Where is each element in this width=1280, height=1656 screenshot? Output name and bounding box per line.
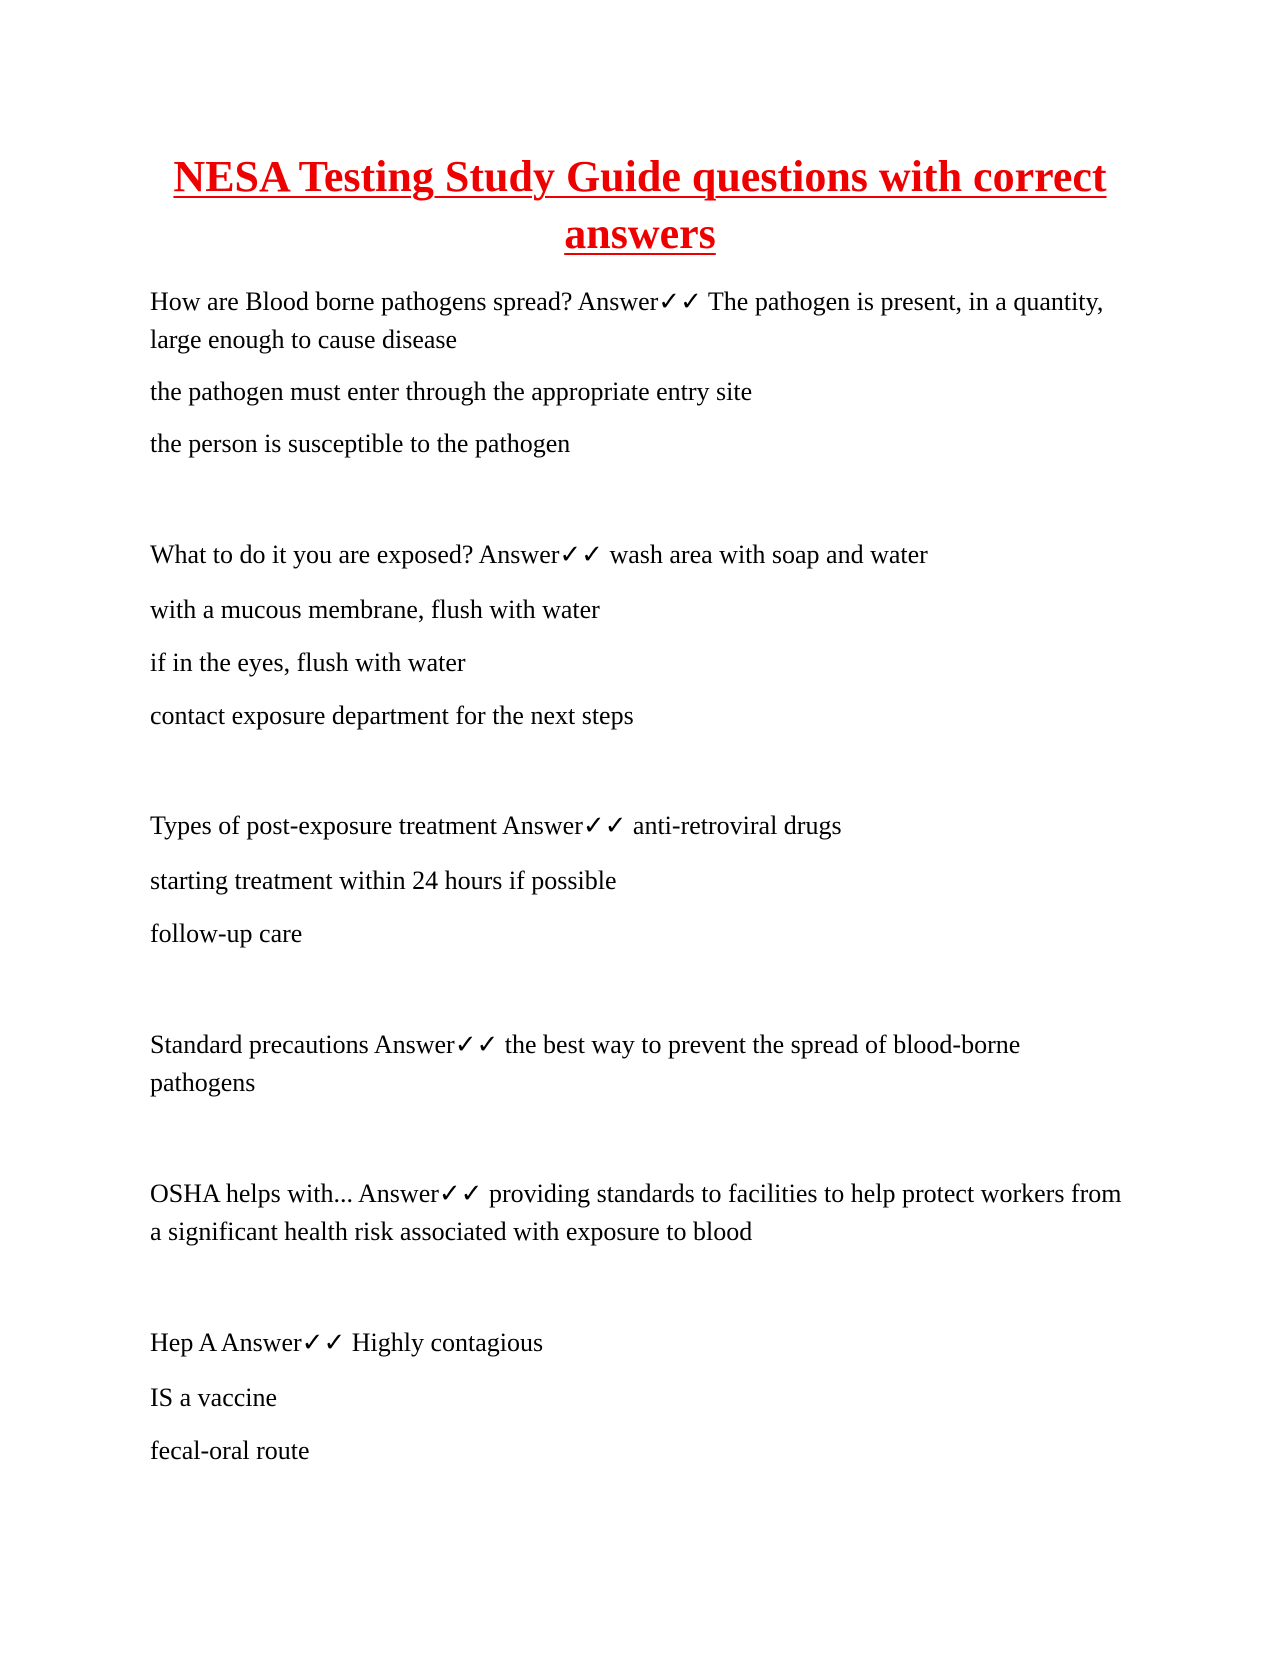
- paragraph: the person is susceptible to the pathogen: [150, 429, 571, 458]
- paragraph: follow-up care: [150, 919, 303, 948]
- paragraph: How are Blood borne pathogens spread? Answer✓✓ The pathogen is present, in a quantity, large enough to cause disease: [150, 287, 1104, 354]
- paragraph: Types of post-exposure treatment Answer✓✓ anti-retroviral drugs: [150, 811, 842, 840]
- paragraph: fecal-oral route: [150, 1436, 310, 1465]
- paragraph: What to do it you are exposed? Answer✓✓ wash area with soap and water: [150, 540, 928, 569]
- paragraph: if in the eyes, flush with water: [150, 648, 466, 677]
- paragraph: the pathogen must enter through the appropriate entry site: [150, 377, 753, 406]
- paragraph: OSHA helps with... Answer✓✓ providing standards to facilities to help protect workers from a significant health risk associated with exposure to blood: [150, 1179, 1122, 1246]
- document-title: NESA Testing Study Guide questions with correct answers: [173, 152, 1107, 258]
- paragraph: starting treatment within 24 hours if possible: [150, 866, 617, 895]
- paragraph: contact exposure department for the next steps: [150, 701, 634, 730]
- paragraph: Hep A Answer✓✓ Highly contagious: [150, 1328, 544, 1357]
- paragraph: IS a vaccine: [150, 1383, 278, 1412]
- paragraph: with a mucous membrane, flush with water: [150, 595, 600, 624]
- paragraph: Standard precautions Answer✓✓ the best way to prevent the spread of blood-borne pathogens: [150, 1030, 1021, 1097]
